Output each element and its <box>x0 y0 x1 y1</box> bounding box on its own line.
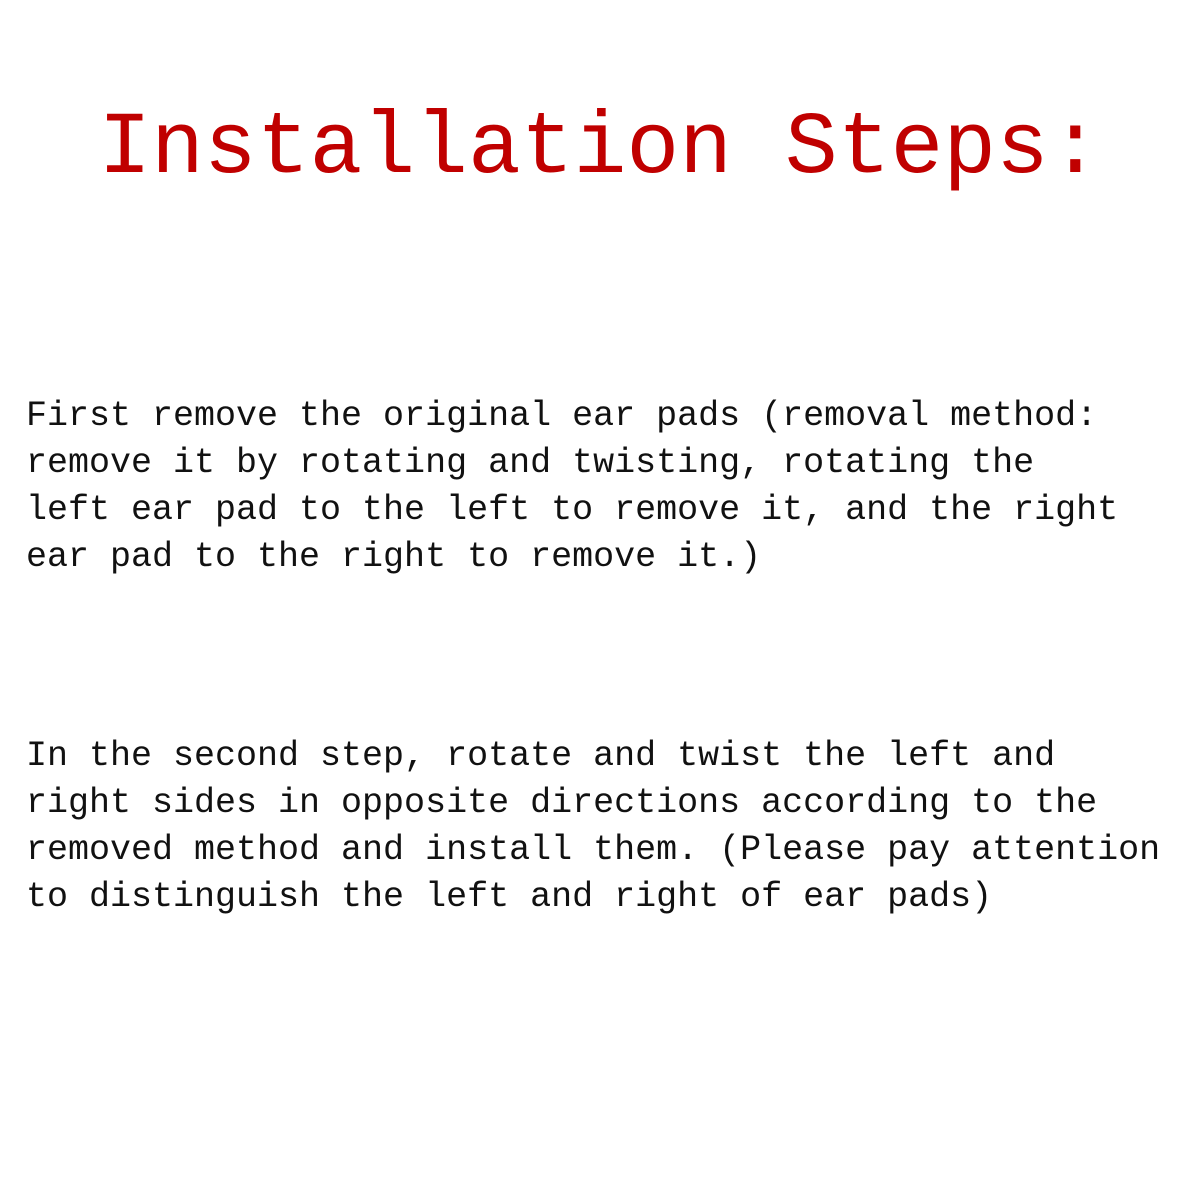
page-title: Installation Steps: <box>98 100 1102 199</box>
step-1-line-2: remove it by rotating and twisting, rotating the <box>26 443 1035 483</box>
step-2-line-4: to distinguish the left and right of ear pads) <box>26 877 993 917</box>
step-2-line-3: removed method and install them. (Please pay attention <box>26 830 1161 870</box>
step-1-line-1: First remove the original ear pads (removal method: <box>26 396 1098 436</box>
step-2-paragraph <box>26 733 1160 921</box>
step-1-line-4: ear pad to the right to remove it.) <box>26 537 762 577</box>
step-1-line-3: left ear pad to the left to remove it, and the right <box>26 490 1119 530</box>
step-2-line-2: right sides in opposite directions according to the <box>26 783 1098 823</box>
step-1-paragraph <box>26 393 1118 581</box>
step-2-line-1: In the second step, rotate and twist the left and <box>26 736 1056 776</box>
